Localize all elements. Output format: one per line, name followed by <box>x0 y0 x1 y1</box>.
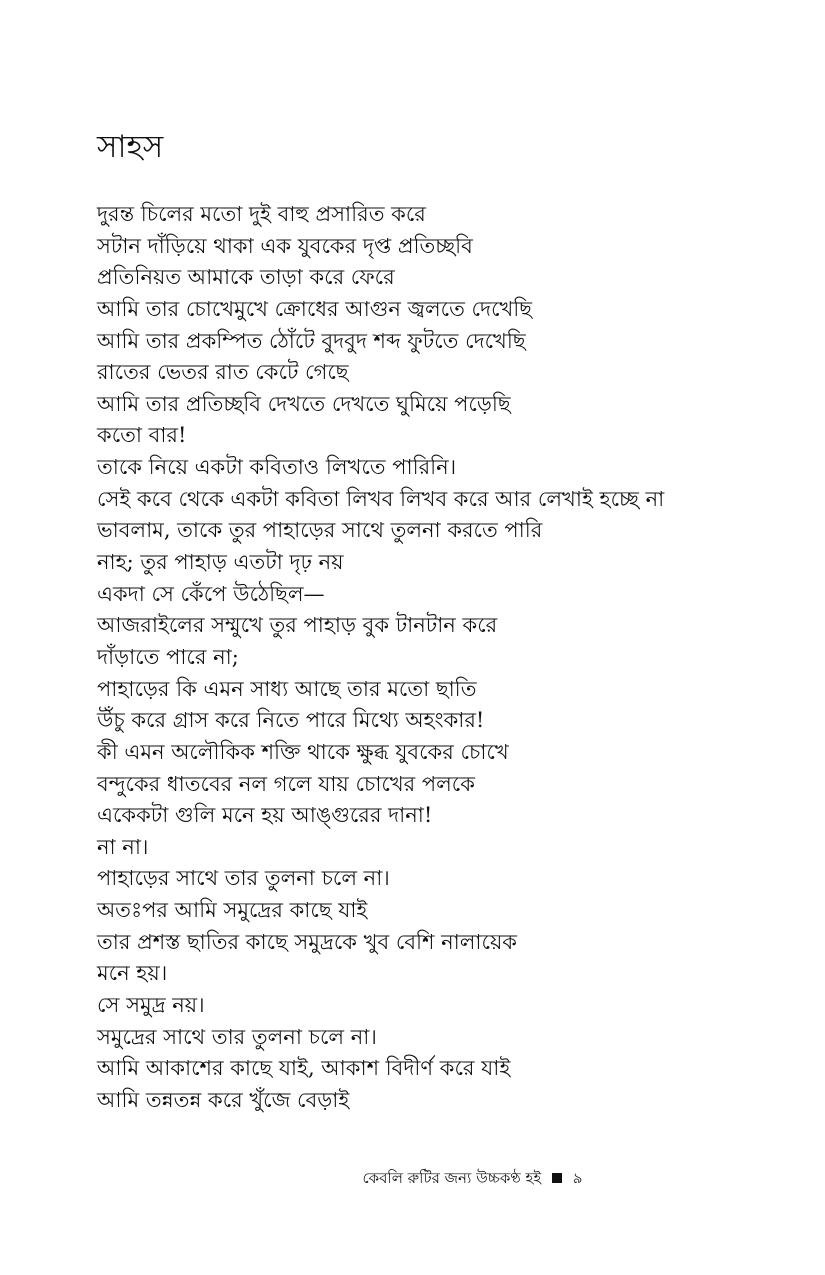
poem-line: রাতের ভেতর রাত কেটে গেছে <box>97 360 349 385</box>
poem-line: আমি তার প্রকম্পিত ঠোঁটে বুদবুদ শব্দ ফুটতে দেখেছি <box>97 328 526 353</box>
poem-line: সেই কবে থেকে একটা কবিতা লিখব লিখব করে আর লেখাই হচ্ছে না <box>97 486 665 511</box>
poem-line: বন্দুকের ধাতবের নল গলে যায় চোখের পলকে <box>97 771 475 796</box>
poem-line: সে সমুদ্র নয়। <box>97 993 205 1018</box>
poem-line: সটান দাঁড়িয়ে থাকা এক যুবকের দৃপ্ত প্রতিচ্ছবি <box>97 233 473 258</box>
poem-line: একেকটা গুলি মনে হয় আঙ্গুরের দানা! <box>97 803 433 828</box>
poem-line: আমি তার প্রতিচ্ছবি দেখতে দেখতে ঘুমিয়ে পড়েছি <box>97 391 511 416</box>
poem-line: অতঃপর আমি সমুদ্রের কাছে যাই <box>97 898 368 923</box>
poem-line: কতো বার! <box>97 423 187 448</box>
poem-line: তার প্রশস্ত ছাতির কাছে সমুদ্রকে খুব বেশি নালায়েক <box>97 929 518 954</box>
poem-line: না না। <box>97 834 149 859</box>
poem-line: তাকে নিয়ে একটা কবিতাও লিখতে পারিনি। <box>97 455 457 480</box>
poem-line: পাহাড়ের সাথে তার তুলনা চলে না। <box>97 866 390 891</box>
page-number: ৯ <box>572 1169 583 1187</box>
poem-line: নাহ; তুর পাহাড় এতটা দৃঢ় নয় <box>97 550 344 575</box>
poem-line: ভাবলাম, তাকে তুর পাহাড়ের সাথে তুলনা করতে পারি <box>97 518 543 543</box>
poem-line: আমি আকাশের কাছে যাই, আকাশ বিদীর্ণ করে যাই <box>97 1056 511 1081</box>
poem-line: আমি তার চোখেমুখে ক্রোধের আগুন জ্বলতে দেখেছি <box>97 296 533 321</box>
poem-line: আজরাইলের সম্মুখে তুর পাহাড় বুক টানটান করে <box>97 613 498 638</box>
poem-line: কী এমন অলৌকিক শক্তি থাকে ক্ষুব্ধ যুবকের চোখে <box>97 739 509 764</box>
poem-line: প্রতিনিয়ত আমাকে তাড়া করে ফেরে <box>97 265 395 290</box>
running-book-title: কেবলি রুটির জন্য উচ্চকণ্ঠ হই <box>362 1169 542 1187</box>
page-footer <box>0 1168 825 1188</box>
poem-line: একদা সে কেঁপে উঠেছিল— <box>97 581 325 606</box>
poem-line: পাহাড়ের কি এমন সাধ্য আছে তার মতো ছাতি <box>97 676 477 701</box>
square-separator-icon <box>552 1173 562 1183</box>
poem-line: উঁচু করে গ্রাস করে নিতে পারে মিথ্যে অহংকার! <box>97 708 485 733</box>
poem-title: সাহস <box>97 129 164 165</box>
poem-line: আমি তন্নতন্ন করে খুঁজে বেড়াই <box>97 1087 350 1112</box>
poem-line: সমুদ্রের সাথে তার তুলনা চলে না। <box>97 1024 377 1049</box>
poem-line: দুরন্ত চিলের মতো দুই বাহু প্রসারিত করে <box>97 202 426 226</box>
poem-line: দাঁড়াতে পারে না; <box>97 644 239 669</box>
poem-body <box>97 199 787 1117</box>
poem-line: মনে হয়। <box>97 961 168 986</box>
